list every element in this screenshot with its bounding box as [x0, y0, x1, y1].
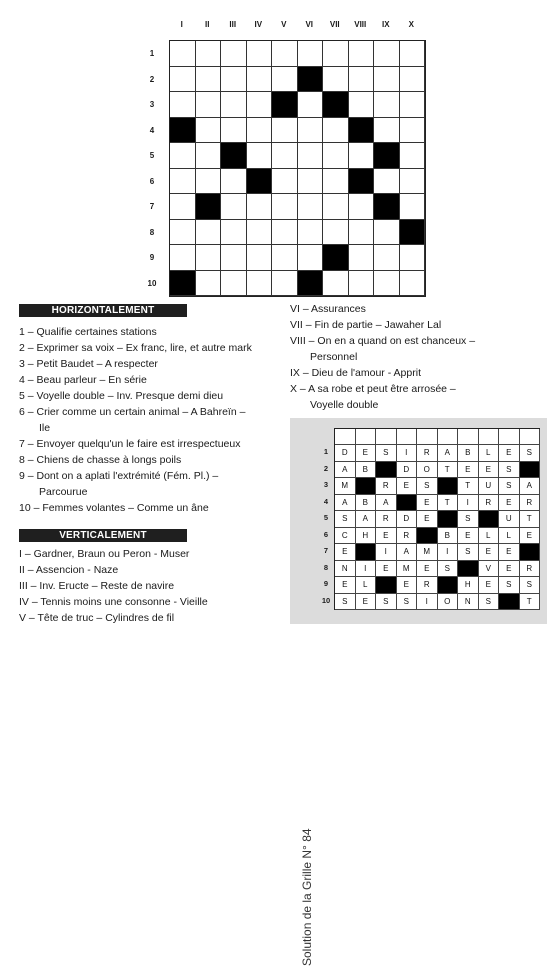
solution-letter: S: [458, 511, 479, 528]
solution-letter: V: [479, 561, 500, 578]
solution-letter: S: [397, 594, 418, 611]
solution-row-label: 3: [323, 480, 329, 489]
solution-letter: B: [438, 528, 459, 545]
solution-letter: E: [417, 561, 438, 578]
solution-letter: U: [479, 478, 500, 495]
black-cell: [374, 194, 400, 220]
solution-letter: D: [335, 445, 356, 462]
grid-cell: [247, 194, 273, 220]
clue-line: 9 – Dont on a aplati l'extrémité (Fém. Pl.) –: [19, 470, 219, 482]
column-label: VI: [305, 20, 314, 29]
clue-line: VI – Assurances: [290, 303, 366, 315]
solution-letter: S: [499, 577, 520, 594]
grid-cell: [196, 67, 222, 93]
solution-letter: E: [376, 528, 397, 545]
solution-header-cell: [520, 429, 541, 445]
grid-cell: [170, 41, 196, 67]
solution-letter: I: [438, 544, 459, 561]
column-label: X: [408, 20, 414, 29]
row-label: 10: [147, 278, 157, 288]
black-cell: [349, 169, 375, 195]
solution-letter: I: [417, 594, 438, 611]
grid-cell: [349, 220, 375, 246]
solution-letter: O: [438, 594, 459, 611]
grid-cell: [221, 41, 247, 67]
solution-letter: A: [356, 511, 377, 528]
horizontal-heading: HORIZONTALEMENT: [19, 304, 187, 317]
solution-letter: U: [499, 511, 520, 528]
solution-letter: L: [479, 528, 500, 545]
solution-letter: O: [417, 462, 438, 479]
column-label: VII: [329, 20, 340, 29]
grid-cell: [196, 92, 222, 118]
clue-line: V – Tête de truc – Cylindres de fil: [19, 612, 175, 624]
grid-cell: [247, 41, 273, 67]
solution-letter: R: [417, 577, 438, 594]
grid-cell: [196, 143, 222, 169]
solution-letter: I: [397, 445, 418, 462]
solution-row-label: 9: [323, 579, 329, 588]
solution-header-cell: [458, 429, 479, 445]
solution-board: [334, 428, 540, 610]
grid-cell: [298, 220, 324, 246]
black-cell: [272, 92, 298, 118]
grid-cell: [196, 271, 222, 297]
solution-letter: T: [520, 594, 541, 611]
solution-letter: E: [397, 577, 418, 594]
solution-letter: S: [417, 478, 438, 495]
solution-letter: S: [458, 544, 479, 561]
grid-cell: [400, 143, 426, 169]
grid-cell: [196, 169, 222, 195]
grid-cell: [221, 194, 247, 220]
solution-letter: M: [397, 561, 418, 578]
solution-letter: E: [417, 511, 438, 528]
solution-letter: A: [438, 445, 459, 462]
solution-black-cell: [356, 544, 377, 561]
solution-letter: T: [520, 511, 541, 528]
grid-cell: [247, 220, 273, 246]
solution-header-cell: [376, 429, 397, 445]
solution-letter: I: [356, 561, 377, 578]
solution-letter: I: [458, 495, 479, 512]
solution-letter: S: [438, 561, 459, 578]
solution-title: Solution de la Grille N° 84: [300, 828, 314, 966]
solution-row-label: 7: [323, 546, 329, 555]
clue-line: II – Assencion - Naze: [19, 564, 119, 576]
grid-cell: [400, 92, 426, 118]
clue-line: III – Inv. Eructe – Reste de navire: [19, 580, 175, 592]
solution-letter: T: [438, 495, 459, 512]
solution-letter: E: [376, 561, 397, 578]
solution-letter: D: [397, 511, 418, 528]
grid-cell: [196, 41, 222, 67]
solution-letter: A: [376, 495, 397, 512]
solution-letter: E: [499, 445, 520, 462]
solution-letter: D: [397, 462, 418, 479]
grid-cell: [221, 220, 247, 246]
solution-letter: E: [499, 544, 520, 561]
grid-cell: [298, 194, 324, 220]
solution-row-label: 2: [323, 463, 329, 473]
column-label: II: [205, 20, 210, 29]
solution-letter: E: [499, 561, 520, 578]
column-label: IV: [254, 20, 263, 29]
grid-cell: [170, 169, 196, 195]
grid-cell: [272, 220, 298, 246]
grid-cell: [374, 67, 400, 93]
solution-black-cell: [499, 594, 520, 611]
clue-line: Personnel: [310, 351, 358, 363]
grid-cell: [272, 271, 298, 297]
grid-cell: [170, 194, 196, 220]
grid-cell: [170, 220, 196, 246]
grid-cell: [170, 245, 196, 271]
solution-letter: R: [520, 561, 541, 578]
solution-row-label: 5: [323, 513, 329, 522]
solution-header-cell: [479, 429, 500, 445]
solution-letter: E: [458, 528, 479, 545]
column-label: VIII: [354, 20, 367, 29]
solution-row-label: 10: [321, 595, 331, 605]
clue-line: 3 – Petit Baudet – A respecter: [19, 358, 158, 370]
solution-black-cell: [438, 478, 459, 495]
black-cell: [323, 245, 349, 271]
row-label: 3: [149, 100, 155, 109]
solution-black-cell: [520, 544, 541, 561]
solution-letter: T: [458, 478, 479, 495]
solution-letter: R: [376, 511, 397, 528]
clue-line: I – Gardner, Braun ou Peron - Muser: [19, 548, 190, 560]
grid-cell: [221, 118, 247, 144]
solution-black-cell: [438, 577, 459, 594]
solution-row-label: 8: [323, 562, 329, 572]
grid-cell: [196, 245, 222, 271]
solution-letter: E: [356, 594, 377, 611]
grid-cell: [349, 143, 375, 169]
grid-cell: [349, 67, 375, 93]
clue-line: 1 – Qualifie certaines stations: [19, 326, 157, 338]
solution-letter: S: [376, 594, 397, 611]
solution-letter: R: [397, 528, 418, 545]
grid-cell: [247, 67, 273, 93]
solution-header-cell: [335, 429, 356, 445]
grid-cell: [323, 118, 349, 144]
black-cell: [247, 169, 273, 195]
solution-letter: E: [499, 495, 520, 512]
solution-letter: T: [438, 462, 459, 479]
row-label: 8: [149, 227, 155, 237]
grid-cell: [374, 271, 400, 297]
grid-cell: [374, 169, 400, 195]
grid-cell: [400, 67, 426, 93]
solution-letter: B: [356, 462, 377, 479]
solution-letter: H: [458, 577, 479, 594]
solution-letter: E: [479, 462, 500, 479]
solution-letter: B: [356, 495, 377, 512]
solution-letter: S: [520, 577, 541, 594]
row-label: 5: [149, 151, 155, 160]
solution-letter: H: [356, 528, 377, 545]
black-cell: [298, 271, 324, 297]
row-label: 4: [149, 125, 155, 135]
grid-cell: [247, 92, 273, 118]
solution-row-label: 1: [323, 447, 329, 456]
grid-cell: [272, 169, 298, 195]
solution-letter: M: [417, 544, 438, 561]
vertical-heading: VERTICALEMENT: [19, 529, 187, 542]
grid-cell: [221, 67, 247, 93]
row-label: 7: [149, 202, 155, 211]
black-cell: [323, 92, 349, 118]
solution-header-cell: [499, 429, 520, 445]
clue-line: VIII – On en a quand on est chanceux –: [290, 335, 476, 347]
solution-letter: S: [335, 594, 356, 611]
grid-cell: [400, 41, 426, 67]
column-label: IX: [381, 20, 390, 29]
grid-cell: [374, 41, 400, 67]
solution-letter: A: [520, 478, 541, 495]
solution-letter: A: [397, 544, 418, 561]
grid-cell: [170, 143, 196, 169]
grid-cell: [272, 41, 298, 67]
grid-cell: [349, 92, 375, 118]
solution-letter: E: [335, 544, 356, 561]
grid-cell: [298, 143, 324, 169]
row-label: 1: [149, 49, 155, 58]
solution-letter: L: [479, 445, 500, 462]
grid-cell: [272, 67, 298, 93]
clue-line: 7 – Envoyer quelqu'un le faire est irrespectueux: [19, 438, 241, 450]
grid-cell: [221, 245, 247, 271]
grid-cell: [247, 271, 273, 297]
grid-cell: [170, 92, 196, 118]
grid-board: [169, 40, 426, 297]
clue-line: IV – Tennis moins une consonne - Vieille: [19, 596, 208, 608]
solution-letter: E: [458, 462, 479, 479]
grid-cell: [349, 245, 375, 271]
clue-line: IX – Dieu de l'amour - Apprit: [290, 367, 421, 379]
grid-cell: [272, 118, 298, 144]
clue-line: VII – Fin de partie – Jawaher Lal: [290, 319, 442, 331]
grid-cell: [323, 194, 349, 220]
grid-cell: [374, 245, 400, 271]
grid-cell: [298, 118, 324, 144]
black-cell: [196, 194, 222, 220]
grid-cell: [272, 245, 298, 271]
grid-cell: [221, 92, 247, 118]
solution-letter: E: [335, 577, 356, 594]
grid-cell: [374, 118, 400, 144]
black-cell: [374, 143, 400, 169]
solution-black-cell: [438, 511, 459, 528]
clue-line: Voyelle double: [310, 399, 379, 411]
clue-line: 2 – Exprimer sa voix – Ex franc, lire, et autre mark: [19, 342, 252, 354]
grid-cell: [400, 194, 426, 220]
solution-letter: R: [417, 445, 438, 462]
solution-letter: S: [335, 511, 356, 528]
clue-line: Ile: [39, 422, 51, 434]
column-label: V: [281, 20, 287, 29]
grid-cell: [323, 169, 349, 195]
clue-line: Parcourue: [39, 486, 88, 498]
row-label: 2: [149, 74, 155, 84]
solution-header-cell: [438, 429, 459, 445]
solution-letter: I: [376, 544, 397, 561]
solution-letter: L: [356, 577, 377, 594]
grid-cell: [400, 271, 426, 297]
solution-header-cell: [397, 429, 418, 445]
grid-cell: [247, 245, 273, 271]
solution-letter: R: [520, 495, 541, 512]
solution-black-cell: [397, 495, 418, 512]
solution-letter: S: [479, 594, 500, 611]
solution-letter: E: [356, 445, 377, 462]
grid-cell: [374, 220, 400, 246]
solution-row-label: 4: [323, 496, 329, 506]
black-cell: [221, 143, 247, 169]
solution-black-cell: [479, 511, 500, 528]
solution-row-label: 6: [323, 529, 329, 539]
solution-letter: E: [479, 544, 500, 561]
clue-line: 6 – Crier comme un certain animal – A Bahreïn –: [19, 406, 246, 418]
grid-cell: [349, 41, 375, 67]
row-label: 6: [149, 176, 155, 186]
solution-letter: M: [335, 478, 356, 495]
clue-line: 10 – Femmes volantes – Comme un âne: [19, 502, 209, 514]
grid-cell: [323, 220, 349, 246]
solution-black-cell: [458, 561, 479, 578]
solution-letter: C: [335, 528, 356, 545]
grid-cell: [400, 245, 426, 271]
column-label: I: [180, 20, 183, 29]
grid-cell: [323, 67, 349, 93]
solution-letter: A: [335, 462, 356, 479]
solution-letter: S: [376, 445, 397, 462]
solution-black-cell: [520, 462, 541, 479]
grid-cell: [298, 92, 324, 118]
solution-letter: E: [479, 577, 500, 594]
black-cell: [170, 118, 196, 144]
solution-letter: E: [397, 478, 418, 495]
grid-cell: [221, 271, 247, 297]
grid-cell: [400, 169, 426, 195]
solution-letter: S: [499, 462, 520, 479]
solution-panel: [290, 418, 547, 966]
solution-header-cell: [417, 429, 438, 445]
solution-letter: S: [499, 478, 520, 495]
grid-cell: [349, 194, 375, 220]
clue-line: 4 – Beau parleur – En série: [19, 374, 147, 386]
solution-letter: E: [520, 528, 541, 545]
grid-cell: [323, 41, 349, 67]
grid-cell: [272, 194, 298, 220]
grid-cell: [247, 118, 273, 144]
grid-cell: [323, 143, 349, 169]
row-label: 9: [149, 253, 155, 262]
solution-letter: R: [479, 495, 500, 512]
solution-black-cell: [376, 577, 397, 594]
solution-letter: B: [458, 445, 479, 462]
clue-line: 8 – Chiens de chasse à longs poils: [19, 454, 182, 466]
solution-black-cell: [376, 462, 397, 479]
solution-letter: N: [335, 561, 356, 578]
solution-letter: R: [376, 478, 397, 495]
grid-cell: [298, 169, 324, 195]
grid-cell: [298, 41, 324, 67]
grid-cell: [221, 169, 247, 195]
black-cell: [349, 118, 375, 144]
grid-cell: [196, 220, 222, 246]
grid-cell: [170, 67, 196, 93]
grid-cell: [400, 118, 426, 144]
solution-letter: E: [417, 495, 438, 512]
solution-black-cell: [417, 528, 438, 545]
grid-cell: [247, 143, 273, 169]
solution-letter: N: [458, 594, 479, 611]
black-cell: [170, 271, 196, 297]
grid-cell: [323, 271, 349, 297]
grid-cell: [272, 143, 298, 169]
solution-header-cell: [356, 429, 377, 445]
solution-letter: A: [335, 495, 356, 512]
clue-line: 5 – Voyelle double – Inv. Presque demi dieu: [19, 390, 224, 402]
column-label: III: [229, 20, 237, 29]
grid-cell: [298, 245, 324, 271]
black-cell: [400, 220, 426, 246]
grid-cell: [196, 118, 222, 144]
clue-line: X – A sa robe et peut être arrosée –: [290, 383, 456, 395]
grid-cell: [349, 271, 375, 297]
black-cell: [298, 67, 324, 93]
solution-letter: L: [499, 528, 520, 545]
solution-black-cell: [356, 478, 377, 495]
grid-cell: [374, 92, 400, 118]
solution-letter: S: [520, 445, 541, 462]
